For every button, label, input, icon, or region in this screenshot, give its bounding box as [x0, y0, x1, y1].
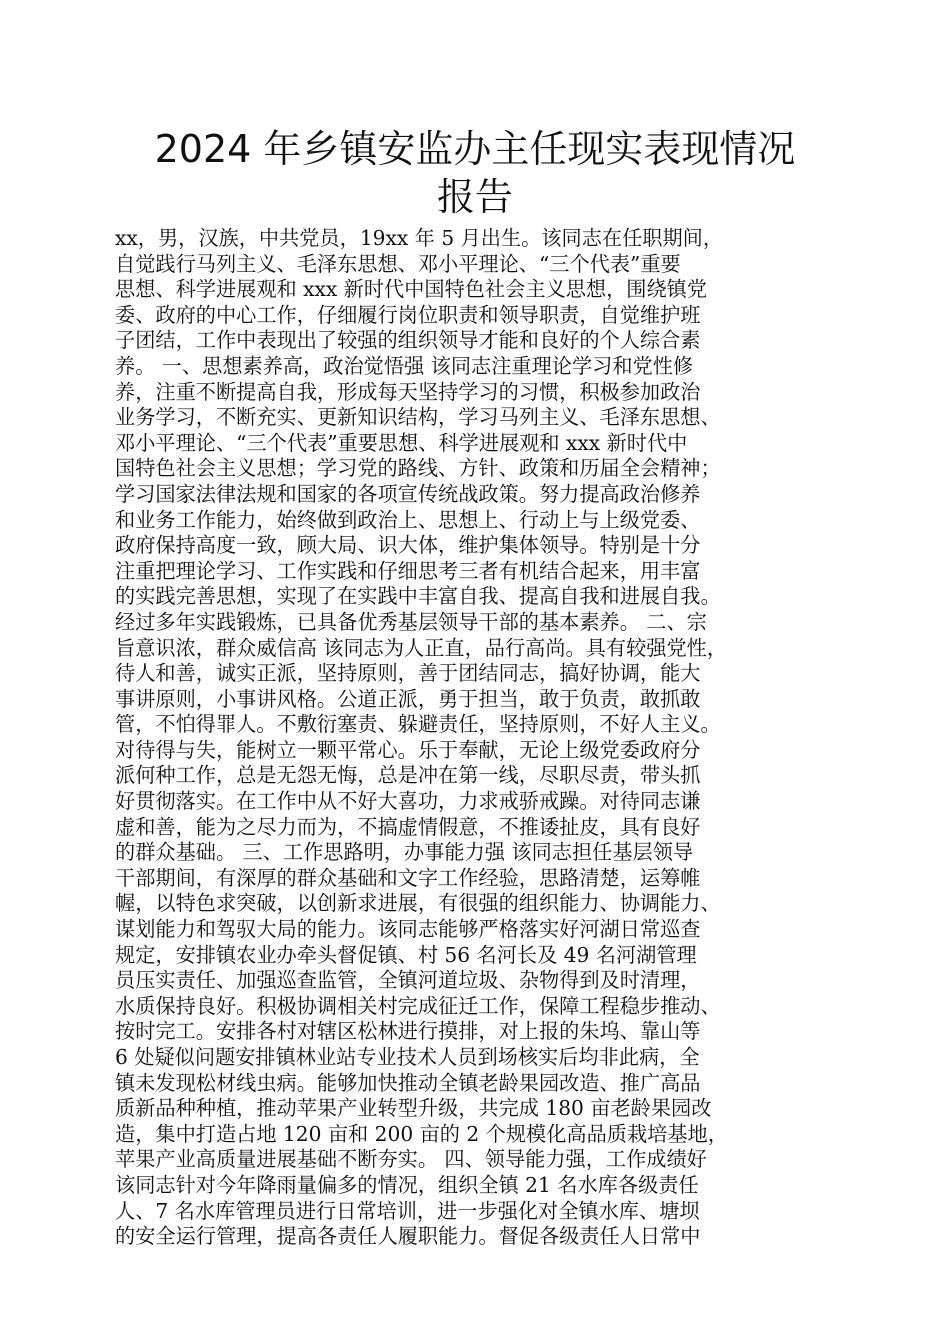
document-title-line-2: 报告 — [436, 175, 513, 219]
body-line: 和业务工作能力，始终做到政治上、思想上、行动上与上级党委、 — [115, 507, 701, 532]
document-title-line-1: 2024 年乡镇安监办主任现实表现情况 — [154, 127, 796, 171]
body-line: 干部期间，有深厚的群众基础和文字工作经验，思路清楚，运筹帷 — [115, 865, 701, 890]
body-line: 自觉践行马列主义、毛泽东思想、邓小平理论、“三个代表”重要 — [115, 251, 681, 276]
body-line: 6 处疑似问题安排镇林业站专业技术人员到场核实后均非此病，全 — [115, 1045, 700, 1069]
body-line: 的安全运行管理，提高各责任人履职能力。督促各级责任人日常中 — [115, 1224, 701, 1249]
body-line: 员压实责任、加强巡查监管，全镇河道垃圾、杂物得到及时清理， — [115, 968, 701, 993]
body-line: 按时完工。安排各村对辖区松林进行摸排，对上报的朱坞、靠山等 — [115, 1019, 701, 1044]
body-line: 水质保持良好。积极协调相关村完成征迁工作，保障工程稳步推动、 — [115, 993, 721, 1018]
document-body — [115, 226, 833, 1250]
body-line: 旨意识浓，群众威信高 该同志为人正直，品行高尚。具有较强党性， — [115, 635, 728, 660]
body-line: 虚和善，能为之尽力而为，不搞虚情假意，不推诿扯皮，具有良好 — [115, 814, 701, 839]
body-line: 的群众基础。 三、工作思路明，办事能力强 该同志担任基层领导 — [115, 840, 694, 865]
body-line: 养，注重不断提高自我，形成每天坚持学习的习惯，积极参加政治 — [115, 379, 701, 404]
body-line: 养。 一、思想素养高，政治觉悟强 该同志注重理论学习和党性修 — [115, 353, 694, 378]
body-line: 造，集中打造占地 120 亩和 200 亩的 2 个规模化高品质栽培基地， — [115, 1121, 728, 1146]
body-line: 人、7 名水库管理员进行日常培训，进一步强化对全镇水库、塘坝 — [115, 1198, 700, 1223]
body-line: 政府保持高度一致，顾大局、识大体，维护集体领导。特别是十分 — [115, 533, 701, 558]
body-line: xx，男，汉族，中共党员，19xx 年 5 月出生。该同志在任职期间， — [115, 226, 724, 250]
body-line: 待人和善，诚实正派，坚持原则，善于团结同志，搞好协调，能大 — [115, 661, 701, 686]
body-line: 思想、科学进展观和 xxx 新时代中国特色社会主义思想，围绕镇党 — [115, 277, 708, 302]
body-line: 业务学习，不断充实、更新知识结构，学习马列主义、毛泽东思想、 — [115, 405, 721, 430]
body-line: 好贯彻落实。在工作中从不好大喜功，力求戒骄戒躁。对待同志谦 — [115, 789, 701, 814]
body-line: 邓小平理论、“三个代表”重要思想、科学进展观和 xxx 新时代中 — [115, 430, 688, 455]
body-line: 对待得与失，能树立一颗平常心。乐于奉献，无论上级党委政府分 — [115, 737, 701, 762]
body-line: 的实践完善思想，实现了在实践中丰富自我、提高自我和进展自我。 — [115, 584, 721, 609]
body-line: 事讲原则，小事讲风格。公道正派，勇于担当，敢于负责，敢抓敢 — [115, 686, 701, 711]
body-line: 幄，以特色求突破，以创新求进展，有很强的组织能力、协调能力、 — [115, 891, 721, 916]
body-line: 注重把理论学习、工作实践和仔细思考三者有机结合起来，用丰富 — [115, 558, 701, 583]
body-line: 该同志针对今年降雨量偏多的情况，组织全镇 21 名水库各级责任 — [115, 1172, 699, 1197]
document-title — [0, 125, 950, 221]
body-line: 管，不怕得罪人。不敷衍塞责、躲避责任，坚持原则，不好人主义。 — [115, 712, 721, 737]
body-line: 谋划能力和驾驭大局的能力。该同志能够严格落实好河湖日常巡查 — [115, 917, 701, 942]
body-line: 子团结，工作中表现出了较强的组织领导才能和良好的个人综合素 — [115, 328, 701, 353]
body-line: 学习国家法律法规和国家的各项宣传统战政策。努力提高政治修养 — [115, 481, 701, 506]
body-line: 规定，安排镇农业办牵头督促镇、村 56 名河长及 49 名河湖管理 — [115, 942, 697, 967]
body-line: 派何种工作，总是无怨无悔，总是冲在第一线，尽职尽责，带头抓 — [115, 763, 701, 788]
body-line: 苹果产业高质量进展基础不断夯实。 四、领导能力强，工作成绩好 — [115, 1147, 707, 1172]
body-line: 经过多年实践锻炼，已具备优秀基层领导干部的基本素养。 二、宗 — [115, 609, 707, 634]
body-line: 镇未发现松材线虫病。能够加快推动全镇老龄果园改造、推广高品 — [115, 1070, 701, 1095]
body-line: 质新品种种植，推动苹果产业转型升级，共完成 180 亩老龄果园改 — [115, 1096, 712, 1121]
body-line: 委、政府的中心工作，仔细履行岗位职责和领导职责，自觉维护班 — [115, 302, 701, 327]
body-line: 国特色社会主义思想；学习党的路线、方针、政策和历届全会精神； — [115, 456, 721, 481]
